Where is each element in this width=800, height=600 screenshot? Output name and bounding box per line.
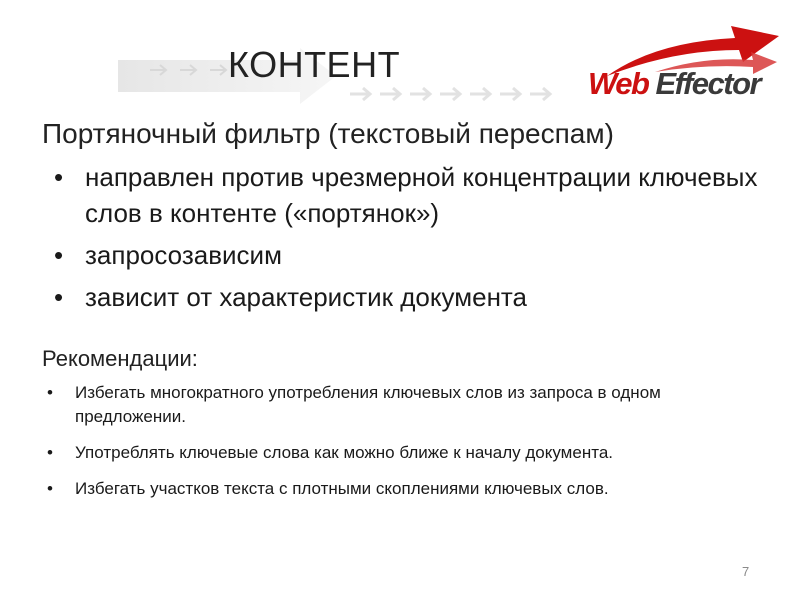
recommendations-heading: Рекомендации: [42, 346, 198, 371]
filter-heading: Портяночный фильтр (текстовый переспам) [42, 118, 614, 149]
bullet-icon: • [47, 479, 53, 498]
recommendations-list [42, 381, 762, 501]
list-item: • зависит от характеристик документа [42, 279, 762, 315]
bullet-icon: • [54, 162, 64, 192]
list-item: • запросозависим [42, 237, 762, 273]
list-item: • направлен против чрезмерной концентрации ключевых слов в контенте («портянок») [42, 159, 762, 231]
bullet-icon: • [54, 240, 64, 270]
main-bullet-list [42, 159, 762, 315]
list-item: • Избегать участков текста с плотными скоплениями ключевых слов. [42, 477, 762, 501]
page-number: 7 [742, 564, 750, 579]
list-item: • Употреблять ключевые слова как можно ближе к началу документа. [42, 441, 762, 465]
bullet-icon: • [47, 383, 53, 402]
webeffector-logo [585, 14, 785, 114]
list-item: • Избегать многократного употребления ключевых слов из запроса в одном предложении. [47, 383, 661, 426]
slide-content [42, 114, 762, 513]
slide-title: КОНТЕНТ [228, 44, 401, 85]
bullet-icon: • [47, 443, 53, 462]
bullet-icon: • [54, 282, 64, 312]
logo-wordmark: Web Effector [588, 66, 761, 101]
